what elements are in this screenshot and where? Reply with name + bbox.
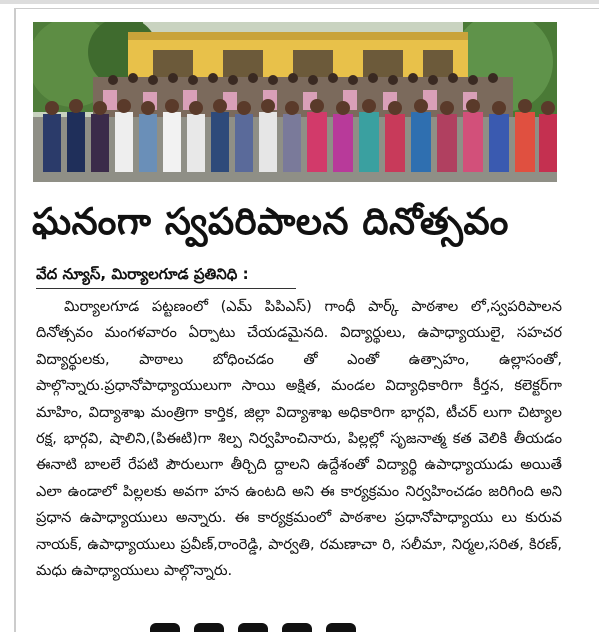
next-headline-partial xyxy=(150,620,400,632)
article-byline: వేద న్యూస్, మిర్యాలగూడ ప్రతినిధి : xyxy=(36,265,249,283)
article-body: మిర్యాలగూడ పట్టణంలో (ఎమ్ పిపిఎస్) గాంధీ పార్క్ పాఠశాల లో,స్వపరిపాలన దినోత్సవం మంగళవారం ఏర్పాటు చేయడమైనది. విద్యార్థులు, ఉపాధ్యాయులై, సహచర విద్యార్థులకు, పాఠాలు బోధించడం తో ఎంతో ఉత్సాహం, ఉల్లాసంతో, పాల్గొన్నారు.ప్రధానోపాధ్యాయులుగా సాయి అక్షిత, మండల విద్యాధికారిగా కీర్తన, కలెక్టర్‌గా మాహిం, విద్యాశాఖ మంత్రిగా కార్తిక, జిల్లా విద్యాశాఖ అధికారిగా భార్గవి, టీచర్ లుగా చిట్యాల రక్ష, భార్గవి, షాలిని,(పిఈటి)గా శిల్ప నిర్వహించినారు, పిల్లల్లో సృజనాత్మ కత వెలికి తీయడం ఈనాటి బాలలే రేపటి పౌరులుగా తీర్చిది ద్దాలని ఉద్దేశంతో విద్యార్థి ఉపాధ్యాయుడు అయితే ఎలా ఉండాలో పిల్లలకు అవగా హన ఉంటది అని ఈ కార్యక్రమం నిర్వహించడం జరిగింది అని ప్రధాన ఉపాధ్యాయులు అన్నారు. ఈ కార్యక్రమంలో పాఠశాల ప్రధానోపాధ్యాయు లు కురువ నాయక్, ఉపాధ్యాయులు ప్రవీణ్,రాంరెడ్డి, పార్వతి, రమణాచా రి, సలీమా, నిర్మల,సరిత, కిరణ్, మధు ఉపాధ్యాయులు పాల్గొన్నారు. xyxy=(36,298,562,580)
group-photo-icon xyxy=(33,22,557,182)
top-border xyxy=(0,0,599,4)
column-top-rule xyxy=(14,8,599,9)
group-photo xyxy=(33,22,557,182)
byline-underline xyxy=(36,288,296,289)
article-headline: ఘనంగా స్వపరిపాలన దినోత్సవం xyxy=(32,200,509,243)
column-left-rule xyxy=(14,8,16,632)
